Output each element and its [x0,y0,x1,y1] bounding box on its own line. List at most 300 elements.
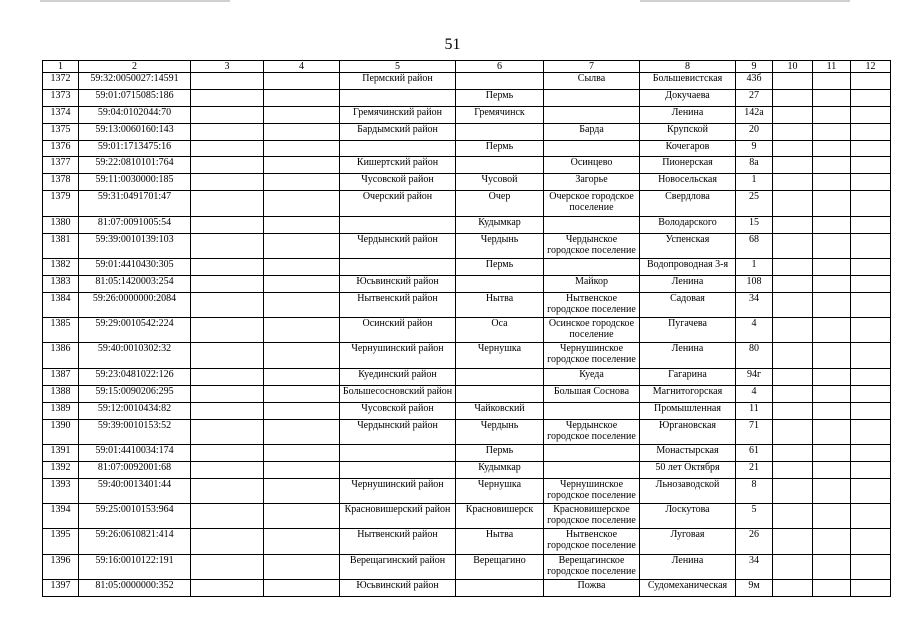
city-cell [456,580,544,597]
street-cell: Володарского [640,216,736,233]
column-4-cell [264,174,340,191]
district-cell [340,461,456,478]
table-row [43,402,891,419]
settlement-cell: Нытвенское городское поселение [544,529,640,554]
street-cell: Луговая [640,529,736,554]
district-cell: Пермский район [340,73,456,90]
city-cell: Пермь [456,444,544,461]
settlement-cell: Красновишерское городское поселение [544,504,640,529]
settlement-cell: Барда [544,123,640,140]
settlement-cell: Нытвенское городское поселение [544,292,640,317]
column-4-cell [264,157,340,174]
column-11-cell [813,402,851,419]
column-11-cell [813,89,851,106]
column-11-cell [813,504,851,529]
settlement-cell: Большая Соснова [544,385,640,402]
column-10-cell [773,73,813,90]
column-4-cell [264,385,340,402]
column-3-cell [191,73,264,90]
column-3-cell [191,478,264,503]
house-number-cell: 68 [736,233,773,258]
cadastral-number-cell: 59:23:0481022:126 [79,368,191,385]
column-4-cell [264,258,340,275]
settlement-cell: Верещагинское городское поселение [544,554,640,579]
column-3-cell [191,275,264,292]
house-number-cell: 8а [736,157,773,174]
column-10-cell [773,275,813,292]
table-row [43,318,891,343]
cadastral-number-cell: 59:29:0010542:224 [79,318,191,343]
house-number-cell: 5 [736,504,773,529]
cadastral-number-cell: 81:05:1420003:254 [79,275,191,292]
house-number-cell: 9 [736,140,773,157]
column-12-cell [851,123,891,140]
house-number-cell: 1 [736,174,773,191]
scan-header-strip-left [40,0,230,2]
column-12-cell [851,258,891,275]
street-cell: Монастырская [640,444,736,461]
column-10-cell [773,106,813,123]
cadastral-number-cell: 59:25:0010153:964 [79,504,191,529]
cadastral-number-cell: 59:11:0030000:185 [79,174,191,191]
cadastral-number-cell: 59:40:0013401:44 [79,478,191,503]
row-number-cell: 1390 [43,419,79,444]
column-12-cell [851,292,891,317]
district-cell: Красновишерский район [340,504,456,529]
district-cell: Чердынский район [340,419,456,444]
column-12-cell [851,385,891,402]
column-11-cell [813,106,851,123]
district-cell: Чусовской район [340,402,456,419]
column-11-cell [813,554,851,579]
column-3-cell [191,123,264,140]
table-row [43,444,891,461]
column-3-cell [191,292,264,317]
column-10-cell [773,478,813,503]
column-3-cell [191,233,264,258]
cadastral-number-cell: 59:13:0060160:143 [79,123,191,140]
column-10-cell [773,529,813,554]
table-row [43,174,891,191]
street-cell: Пионерская [640,157,736,174]
street-cell: Садовая [640,292,736,317]
column-4-cell [264,191,340,216]
column-header: 10 [773,61,813,73]
table-row [43,216,891,233]
column-header: 9 [736,61,773,73]
column-3-cell [191,258,264,275]
cadastral-number-cell: 59:16:0010122:191 [79,554,191,579]
column-12-cell [851,73,891,90]
city-cell [456,275,544,292]
street-cell: Ленина [640,106,736,123]
row-number-cell: 1389 [43,402,79,419]
table-row [43,89,891,106]
cadastral-number-cell: 59:01:1713475:16 [79,140,191,157]
street-cell: Новосельская [640,174,736,191]
city-cell: Чердынь [456,233,544,258]
district-cell: Гремячинский район [340,106,456,123]
settlement-cell [544,216,640,233]
column-10-cell [773,157,813,174]
settlement-cell [544,140,640,157]
column-4-cell [264,123,340,140]
table-row [43,106,891,123]
table-row [43,233,891,258]
house-number-cell: 94г [736,368,773,385]
column-11-cell [813,444,851,461]
street-cell: Успенская [640,233,736,258]
house-number-cell: 34 [736,554,773,579]
column-3-cell [191,504,264,529]
district-cell: Нытвенский район [340,292,456,317]
column-11-cell [813,174,851,191]
column-11-cell [813,140,851,157]
table-row [43,343,891,368]
district-cell [340,89,456,106]
table-row [43,368,891,385]
house-number-cell: 61 [736,444,773,461]
column-4-cell [264,419,340,444]
table-row [43,73,891,90]
cadastral-number-cell: 59:15:0090206:295 [79,385,191,402]
column-11-cell [813,233,851,258]
row-number-cell: 1380 [43,216,79,233]
column-4-cell [264,504,340,529]
cadastral-number-cell: 59:40:0010302:32 [79,343,191,368]
column-header: 7 [544,61,640,73]
column-10-cell [773,292,813,317]
column-3-cell [191,89,264,106]
table-row [43,554,891,579]
column-3-cell [191,529,264,554]
district-cell [340,140,456,157]
column-10-cell [773,174,813,191]
column-12-cell [851,419,891,444]
column-10-cell [773,343,813,368]
table-row [43,478,891,503]
district-cell [340,258,456,275]
column-11-cell [813,216,851,233]
column-12-cell [851,554,891,579]
scan-header-strip-right [640,0,850,2]
settlement-cell [544,461,640,478]
column-10-cell [773,368,813,385]
column-10-cell [773,233,813,258]
district-cell [340,216,456,233]
column-10-cell [773,444,813,461]
settlement-cell [544,89,640,106]
house-number-cell: 1 [736,258,773,275]
row-number-cell: 1396 [43,554,79,579]
cadastral-number-cell: 59:22:0810101:764 [79,157,191,174]
column-12-cell [851,461,891,478]
row-number-cell: 1376 [43,140,79,157]
street-cell: Лоскутова [640,504,736,529]
house-number-cell: 71 [736,419,773,444]
column-4-cell [264,318,340,343]
row-number-cell: 1372 [43,73,79,90]
registry-table [42,60,891,597]
column-10-cell [773,402,813,419]
column-3-cell [191,402,264,419]
house-number-cell: 11 [736,402,773,419]
column-3-cell [191,419,264,444]
column-4-cell [264,233,340,258]
city-cell [456,368,544,385]
column-10-cell [773,504,813,529]
settlement-cell: Пожва [544,580,640,597]
row-number-cell: 1381 [43,233,79,258]
column-12-cell [851,216,891,233]
street-cell: Крупской [640,123,736,140]
city-cell: Верещагино [456,554,544,579]
column-4-cell [264,478,340,503]
column-4-cell [264,368,340,385]
city-cell: Чернушка [456,478,544,503]
cadastral-number-cell: 59:31:0491701:47 [79,191,191,216]
district-cell [340,444,456,461]
street-cell: Льнозаводской [640,478,736,503]
street-cell: Юргановская [640,419,736,444]
cadastral-number-cell: 81:07:0092001:68 [79,461,191,478]
column-10-cell [773,191,813,216]
column-11-cell [813,529,851,554]
house-number-cell: 25 [736,191,773,216]
column-12-cell [851,504,891,529]
column-number-row [43,61,891,73]
district-cell: Юсьвинский район [340,580,456,597]
column-12-cell [851,368,891,385]
column-4-cell [264,89,340,106]
row-number-cell: 1384 [43,292,79,317]
city-cell: Чернушка [456,343,544,368]
district-cell: Нытвенский район [340,529,456,554]
table-row [43,258,891,275]
settlement-cell: Чердынское городское поселение [544,233,640,258]
column-header: 5 [340,61,456,73]
row-number-cell: 1378 [43,174,79,191]
row-number-cell: 1373 [43,89,79,106]
table-row [43,123,891,140]
column-12-cell [851,233,891,258]
column-4-cell [264,402,340,419]
column-10-cell [773,258,813,275]
table-row [43,580,891,597]
column-header: 2 [79,61,191,73]
row-number-cell: 1392 [43,461,79,478]
cadastral-number-cell: 59:01:4410430:305 [79,258,191,275]
house-number-cell: 80 [736,343,773,368]
column-11-cell [813,157,851,174]
column-3-cell [191,385,264,402]
house-number-cell: 9м [736,580,773,597]
column-3-cell [191,554,264,579]
column-4-cell [264,73,340,90]
column-4-cell [264,529,340,554]
cadastral-number-cell: 59:26:0610821:414 [79,529,191,554]
table-row [43,419,891,444]
settlement-cell: Загорье [544,174,640,191]
row-number-cell: 1394 [43,504,79,529]
column-10-cell [773,318,813,343]
house-number-cell: 43б [736,73,773,90]
house-number-cell: 4 [736,385,773,402]
table-row [43,157,891,174]
settlement-cell: Осинское городское поселение [544,318,640,343]
city-cell: Очер [456,191,544,216]
street-cell: Судомеханическая [640,580,736,597]
house-number-cell: 20 [736,123,773,140]
row-number-cell: 1393 [43,478,79,503]
column-10-cell [773,216,813,233]
settlement-cell [544,258,640,275]
column-12-cell [851,529,891,554]
city-cell [456,73,544,90]
district-cell: Юсьвинский район [340,275,456,292]
column-4-cell [264,216,340,233]
house-number-cell: 26 [736,529,773,554]
cadastral-number-cell: 59:12:0010434:82 [79,402,191,419]
city-cell: Оса [456,318,544,343]
street-cell: Ленина [640,343,736,368]
city-cell: Пермь [456,89,544,106]
settlement-cell: Чернушинское городское поселение [544,343,640,368]
city-cell: Чайковский [456,402,544,419]
table-row [43,461,891,478]
row-number-cell: 1387 [43,368,79,385]
settlement-cell: Чернушинское городское поселение [544,478,640,503]
column-3-cell [191,106,264,123]
column-4-cell [264,140,340,157]
column-3-cell [191,343,264,368]
cadastral-number-cell: 59:32:0050027:14591 [79,73,191,90]
column-4-cell [264,275,340,292]
city-cell: Пермь [456,258,544,275]
street-cell: Свердлова [640,191,736,216]
cadastral-number-cell: 81:05:0000000:352 [79,580,191,597]
column-10-cell [773,123,813,140]
column-12-cell [851,89,891,106]
city-cell [456,123,544,140]
city-cell: Нытва [456,292,544,317]
column-4-cell [264,554,340,579]
column-12-cell [851,106,891,123]
street-cell: Водопроводная 3-я [640,258,736,275]
column-11-cell [813,461,851,478]
column-3-cell [191,216,264,233]
row-number-cell: 1395 [43,529,79,554]
district-cell: Чердынский район [340,233,456,258]
column-12-cell [851,318,891,343]
cadastral-number-cell: 59:39:0010153:52 [79,419,191,444]
house-number-cell: 34 [736,292,773,317]
column-3-cell [191,580,264,597]
table-row [43,529,891,554]
column-11-cell [813,580,851,597]
district-cell: Бардымский район [340,123,456,140]
column-header: 12 [851,61,891,73]
column-11-cell [813,123,851,140]
table-row [43,292,891,317]
column-10-cell [773,461,813,478]
column-10-cell [773,419,813,444]
district-cell: Чусовской район [340,174,456,191]
column-header: 11 [813,61,851,73]
column-3-cell [191,174,264,191]
city-cell: Гремячинск [456,106,544,123]
row-number-cell: 1375 [43,123,79,140]
column-header: 4 [264,61,340,73]
column-header: 1 [43,61,79,73]
column-12-cell [851,580,891,597]
column-10-cell [773,580,813,597]
street-cell: Кочегаров [640,140,736,157]
column-12-cell [851,275,891,292]
cadastral-number-cell: 59:39:0010139:103 [79,233,191,258]
row-number-cell: 1377 [43,157,79,174]
cadastral-number-cell: 59:26:0000000:2084 [79,292,191,317]
street-cell: Пугачева [640,318,736,343]
house-number-cell: 21 [736,461,773,478]
table-row [43,504,891,529]
column-12-cell [851,174,891,191]
settlement-cell: Сылва [544,73,640,90]
city-cell: Кудымкар [456,216,544,233]
city-cell: Чусовой [456,174,544,191]
house-number-cell: 27 [736,89,773,106]
row-number-cell: 1382 [43,258,79,275]
column-4-cell [264,106,340,123]
column-4-cell [264,461,340,478]
district-cell: Большесосновский район [340,385,456,402]
column-11-cell [813,292,851,317]
street-cell: 50 лет Октября [640,461,736,478]
street-cell: Ленина [640,275,736,292]
column-3-cell [191,140,264,157]
column-4-cell [264,444,340,461]
column-3-cell [191,157,264,174]
house-number-cell: 108 [736,275,773,292]
district-cell: Чернушинский район [340,478,456,503]
house-number-cell: 4 [736,318,773,343]
column-header: 3 [191,61,264,73]
row-number-cell: 1385 [43,318,79,343]
column-12-cell [851,140,891,157]
cadastral-number-cell: 59:04:0102044:70 [79,106,191,123]
column-11-cell [813,318,851,343]
column-12-cell [851,444,891,461]
row-number-cell: 1383 [43,275,79,292]
column-12-cell [851,478,891,503]
district-cell: Осинский район [340,318,456,343]
column-12-cell [851,402,891,419]
column-11-cell [813,368,851,385]
city-cell: Красновишерск [456,504,544,529]
column-12-cell [851,191,891,216]
column-11-cell [813,478,851,503]
column-11-cell [813,419,851,444]
column-3-cell [191,444,264,461]
settlement-cell: Осинцево [544,157,640,174]
row-number-cell: 1388 [43,385,79,402]
column-3-cell [191,461,264,478]
column-header: 8 [640,61,736,73]
street-cell: Промышленная [640,402,736,419]
column-4-cell [264,292,340,317]
house-number-cell: 15 [736,216,773,233]
table-row [43,191,891,216]
